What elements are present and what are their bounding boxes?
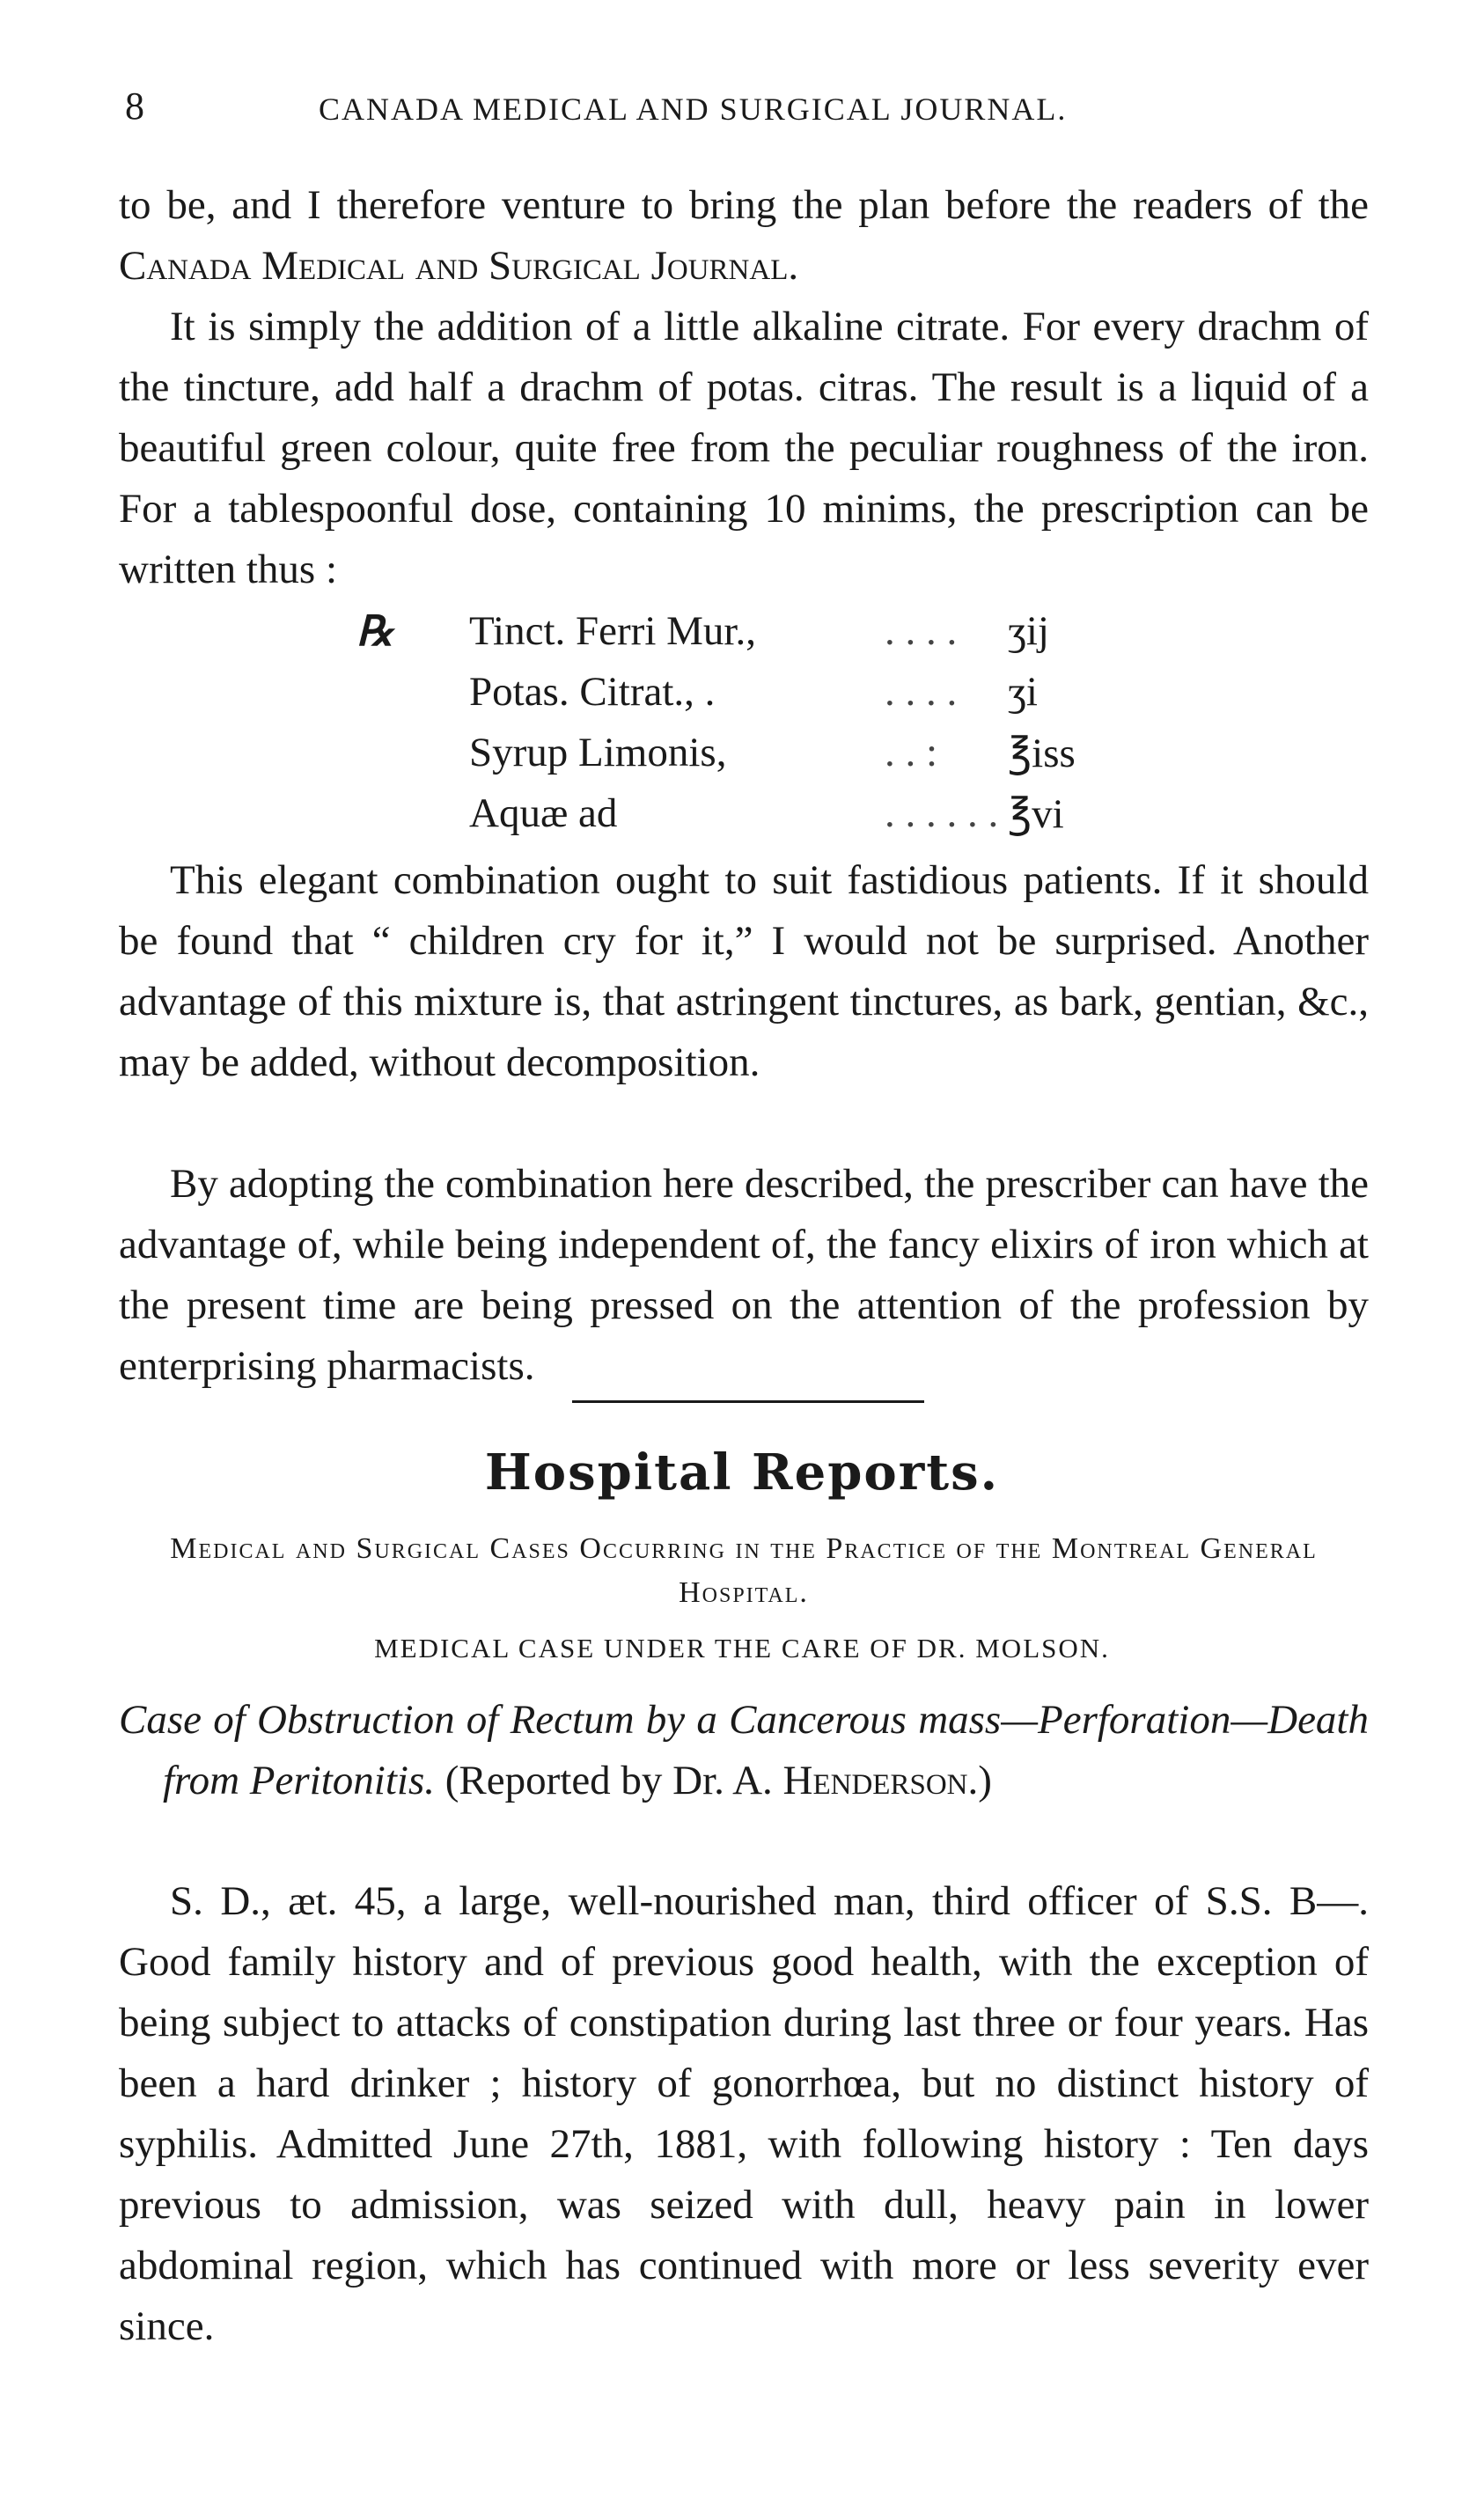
cases-heading: Medical and Surgical Cases Occurring in the Practice of the Montreal General Hospital.: [170, 1532, 1318, 1609]
prescription-row: [356, 729, 1149, 789]
paragraph-citrate: It is simply the addition of a little alkaline citrate. For every drachm of the tincture, add half a drachm of potas. citras. The result is a liquid of a beautiful green colour, quite free from the peculiar roughness of the iron. For a tablespoonful dose, containing 10 minims, the prescription can be written thus :: [119, 304, 1369, 592]
prescription-quantity: ʒi: [1008, 669, 1038, 715]
running-head: [114, 84, 1364, 136]
case-title-italic: Case of Obstruction of Rectum by a Cancerous mass—Perforation—Death from Peritonitis.: [119, 1697, 1369, 1803]
recipe-symbol-icon: ℞: [356, 609, 394, 655]
prescription-item: Syrup Limonis,: [469, 730, 727, 775]
journal-title: CANADA MEDICAL AND SURGICAL JOURNAL.: [319, 92, 1068, 127]
section-divider: [572, 1400, 924, 1403]
prescription-row: [356, 789, 1149, 850]
prescription-quantity: ʒij: [1008, 608, 1049, 654]
paragraph-adopting: By adopting the combination here described, the prescriber can have the advantage of, while being independent of, the fancy elixirs of iron which at the present time are being pressed on the attention of the profession by enterprising pharmacists.: [119, 1161, 1369, 1389]
leader-dots: . . . .: [885, 608, 958, 654]
page-number: 8: [125, 84, 144, 128]
leader-dots: . . . .: [885, 669, 958, 715]
prescription-item: Aquæ ad: [469, 790, 618, 836]
case-subheading: MEDICAL CASE UNDER THE CARE OF DR. MOLSON.: [374, 1633, 1110, 1663]
prescription-row: [356, 607, 1149, 668]
case-reported-by: (Reported by Dr. A.: [435, 1758, 783, 1803]
leader-dots: . . :: [885, 730, 938, 775]
prescription-row: [356, 668, 1149, 729]
prescription: [356, 607, 1149, 850]
paragraph-elegant-combination: This elegant combination ought to suit fastidious patients. If it should be found that “ children cry for it,” I would not be surprised. Another advantage of this mixture is, that astringent tinctures, as bark, gentian, &c., may be added, without decomposition.: [119, 857, 1369, 1085]
paragraph-text: to be, and I therefore venture to bring the plan before the readers of the: [119, 182, 1369, 228]
prescription-quantity: ℥vi: [1008, 791, 1064, 837]
prescription-quantity: ℥iss: [1008, 731, 1076, 776]
reporter-name: Henderson.): [782, 1758, 992, 1803]
case-report-text: S. D., æt. 45, a large, well-nourished man, third officer of S.S. B—. Good family history and of previous good health, with the exception of being subject to attacks of constipation during last three or four years. Has been a hard drinker ; history of gonorrhœa, but no distinct history of syphilis. Admitted June 27th, 1881, with following history : Ten days previous to admission, was seized with dull, heavy pain in lower abdominal region, which has continued with more or less severity ever since.: [119, 1878, 1369, 2349]
section-title: Hospital Reports.: [484, 1443, 1000, 1502]
case-title: [119, 1690, 1369, 1811]
prescription-item: Potas. Citrat., .: [469, 669, 716, 715]
leader-dots: . . . . . .: [885, 790, 999, 836]
journal-name-smallcaps: Canada Medical and Surgical Journal.: [119, 243, 799, 289]
paragraph-continuation: [119, 175, 1369, 297]
prescription-item: Tinct. Ferri Mur.,: [469, 608, 756, 654]
